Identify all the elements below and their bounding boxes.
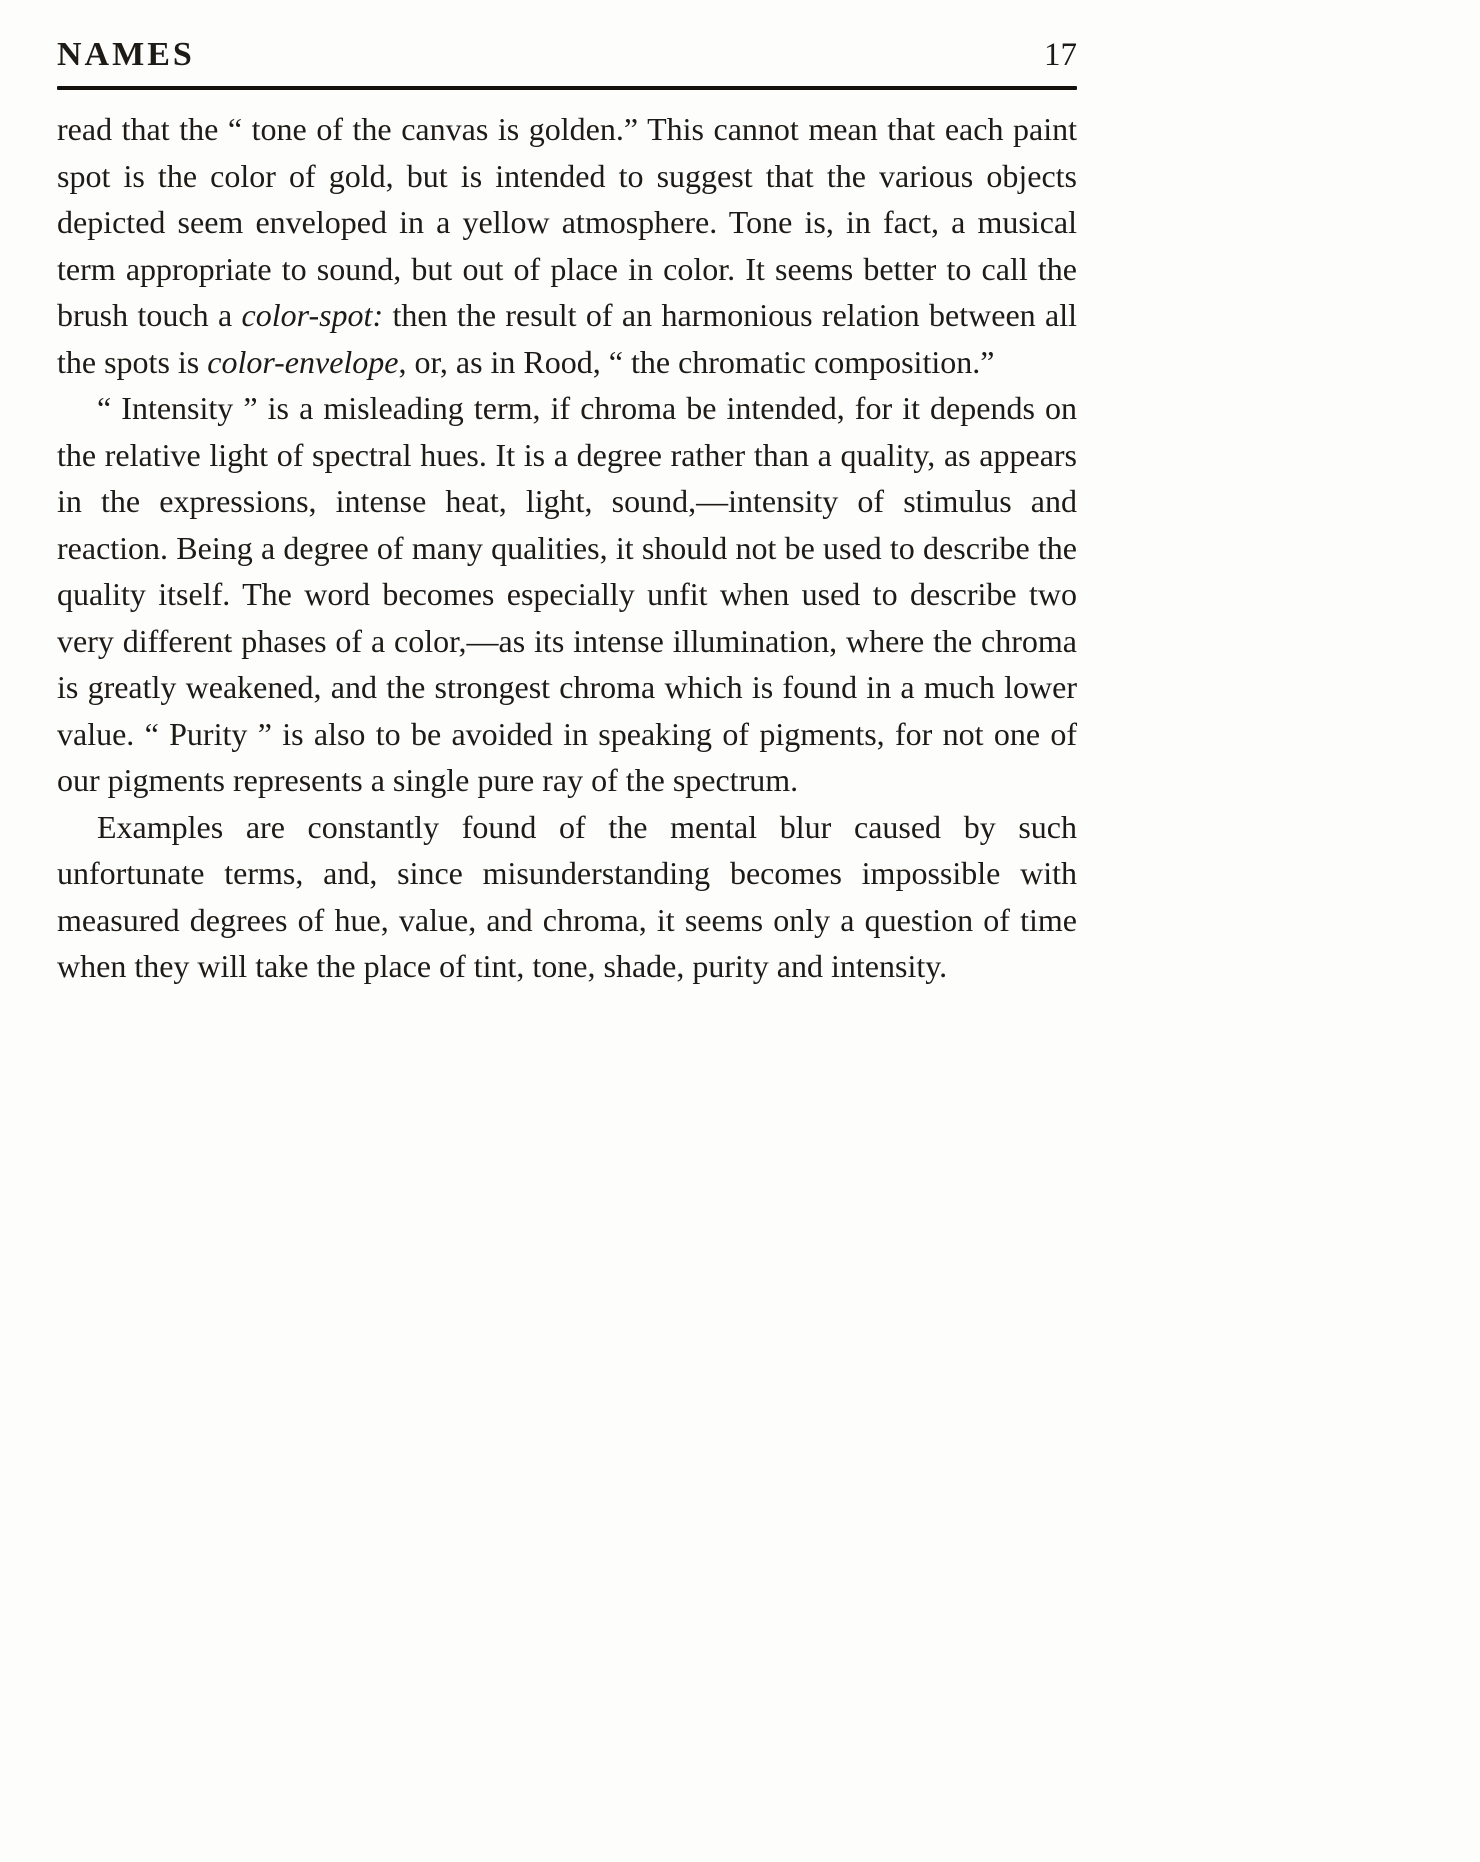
header-rule xyxy=(57,86,1077,90)
paragraph-1-text: then the result of an harmonious relation between all the spots is xyxy=(57,297,1078,380)
running-header xyxy=(57,34,1077,76)
page-number: 17 xyxy=(1044,37,1077,73)
paragraph-2: “ Intensity ” is a misleading term, if chroma be intended, for it depends on the relative light of spectral hues. It is a degree rather than a quality, as appears in the expressions, intense heat, light, sound,—intensity of stimulus and reaction. Being a degree of many qualities, it should not be used to describe the quality itself. The word becomes especially unfit when used to describe two very different phases of a color,—as its intense illumination, where the chroma is greatly weakened, and the strongest chroma which is found in a much lower value. “ Purity ” is also to be avoided in speaking of pigments, for not one of our pigments represents a single pure ray of the spectrum. xyxy=(57,390,1077,798)
running-title: NAMES xyxy=(57,36,195,73)
paragraph-1 xyxy=(57,106,1077,385)
italic-term-color-spot: color-spot: xyxy=(241,297,384,333)
paragraph-1-text: read that the “ tone of the canvas is golden.” This cannot mean that each paint spot is the color of gold, but is intended to suggest that the various objects depicted seem enveloped in a yellow atmosphere. Tone is, in fact, a musical term appropriate to sound, but out of place in color. It seems better to call the brush touch a xyxy=(57,111,1077,333)
page-content xyxy=(57,34,1077,990)
italic-term-color-envelope: color-envelope xyxy=(207,343,399,380)
page-body xyxy=(57,106,1077,990)
paragraph-3: Examples are constantly found of the mental blur caused by such unfortunate terms, and, since misunderstanding becomes impossible with measured degrees of hue, value, and chroma, it seems only a question of time when they will take the place of tint, tone, shade, purity and intensity. xyxy=(57,808,1077,984)
paragraph-1-text: , or, as in Rood, “ the chromatic composition.” xyxy=(398,343,995,380)
